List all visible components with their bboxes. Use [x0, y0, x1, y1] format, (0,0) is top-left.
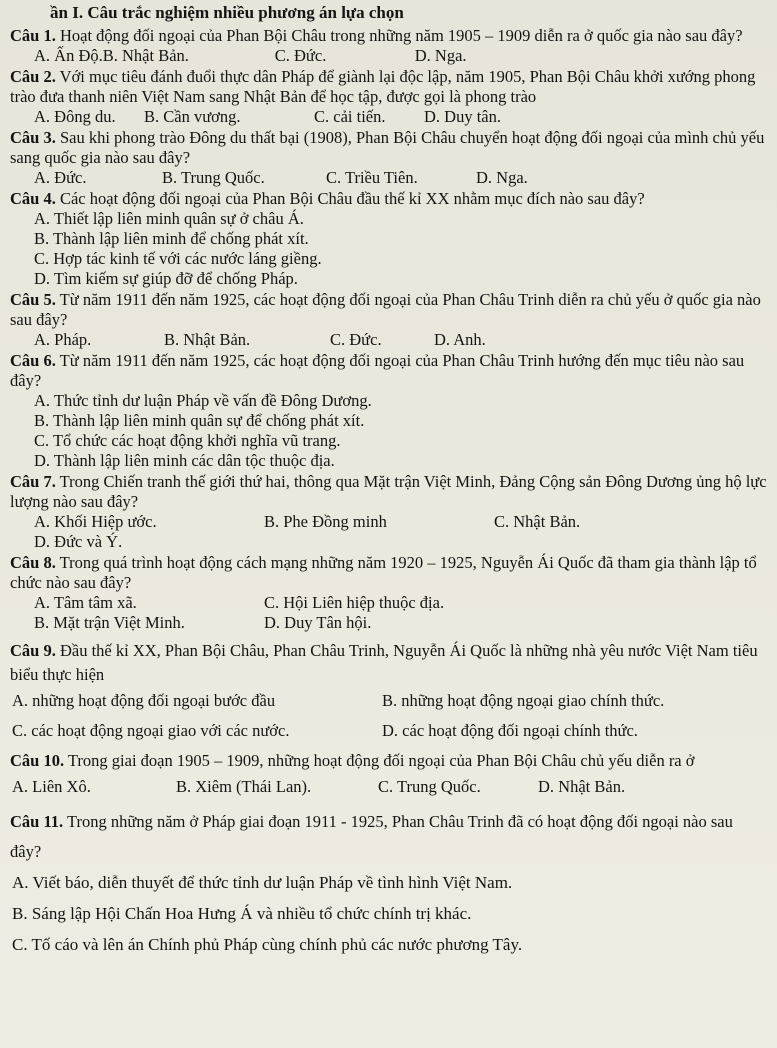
- question-text: Trong giai đoạn 1905 – 1909, những hoạt động đối ngoại của Phan Bội Châu chủ yếu diễn ra ở: [64, 751, 695, 770]
- question-11: [10, 807, 767, 960]
- question-number: Câu 6.: [10, 351, 56, 370]
- question-7: [10, 472, 767, 552]
- option-c: C. Trung Quốc.: [378, 777, 481, 796]
- question-stem: [10, 67, 767, 107]
- options-row: [10, 775, 767, 799]
- option-a: A. Liên Xô.: [12, 777, 91, 796]
- option-d: D. Nga.: [414, 46, 467, 65]
- question-text: Đầu thế kỉ XX, Phan Bội Châu, Phan Châu Trinh, Nguyễn Ái Quốc là những nhà yêu nước Việt Nam tiêu biểu thực hiện: [10, 641, 758, 684]
- options-list: [10, 391, 767, 471]
- options-list: [10, 209, 767, 289]
- question-stem: [10, 189, 767, 209]
- options-grid: [10, 593, 767, 633]
- question-number: Câu 5.: [10, 290, 56, 309]
- option-b: B. Mặt trận Việt Minh.: [34, 613, 185, 632]
- option-d: D. Nhật Bản.: [538, 777, 626, 796]
- option-b: B. Nhật Bản.: [102, 46, 189, 65]
- question-number: Câu 11.: [10, 812, 64, 831]
- options-row: [10, 168, 767, 188]
- options-grid: [10, 512, 767, 552]
- question-stem: [10, 351, 767, 391]
- option-a: A. Pháp.: [34, 330, 92, 349]
- option-a: A. Thiết lập liên minh quân sự ở châu Á.: [34, 209, 304, 228]
- options-row: [10, 330, 767, 350]
- options-row: [10, 46, 767, 66]
- option-b: B. Nhật Bản.: [164, 330, 251, 349]
- option-c: C. Hợp tác kinh tế với các nước láng giềng.: [34, 249, 322, 268]
- question-10: [10, 749, 767, 799]
- question-text: Trong Chiến tranh thế giới thứ hai, thông qua Mặt trận Việt Minh, Đảng Cộng sản Đông Dương ủng hộ lực lượng nào sau đây?: [10, 472, 767, 511]
- question-text: Từ năm 1911 đến năm 1925, các hoạt động đối ngoại của Phan Châu Trinh diễn ra chủ yếu ở quốc gia nào sau đây?: [10, 290, 761, 329]
- question-4: [10, 189, 767, 289]
- question-9: [10, 639, 767, 743]
- option-c: C. Hội Liên hiệp thuộc địa.: [264, 593, 445, 612]
- option-b: B. Thành lập liên minh quân sự để chống phát xít.: [34, 411, 365, 430]
- option-c: C. Đức.: [274, 46, 327, 65]
- question-number: Câu 7.: [10, 472, 56, 491]
- question-stem: [10, 290, 767, 330]
- option-b: B. Thành lập liên minh để chống phát xít.: [34, 229, 309, 248]
- option-a: A. Đông du.: [34, 107, 116, 126]
- option-c: C. Đức.: [330, 330, 382, 349]
- question-text: Sau khi phong trào Đông du thất bại (1908), Phan Bội Châu chuyển hoạt động đối ngoại của mình chủ yếu sang quốc gia nào sau đây?: [10, 128, 765, 167]
- question-number: Câu 8.: [10, 553, 56, 572]
- question-1: [10, 26, 767, 66]
- question-stem: [10, 807, 767, 867]
- question-8: [10, 553, 767, 633]
- option-a: A. Khối Hiệp ước.: [34, 512, 157, 531]
- option-a: A. Tâm tâm xã.: [34, 593, 137, 612]
- question-stem: [10, 749, 767, 773]
- question-text: Các hoạt động đối ngoại của Phan Bội Châu đầu thế kỉ XX nhằm mục đích nào sau đây?: [55, 189, 645, 208]
- option-d: D. Anh.: [434, 330, 486, 349]
- question-text: Trong quá trình hoạt động cách mạng những năm 1920 – 1925, Nguyễn Ái Quốc đã tham gia thành lập tổ chức nào sau đây?: [10, 553, 757, 592]
- question-text: Từ năm 1911 đến năm 1925, các hoạt động đối ngoại của Phan Châu Trinh hướng đến mục tiêu nào sau đây?: [10, 351, 745, 390]
- question-number: Câu 3.: [10, 128, 56, 147]
- question-number: Câu 2.: [10, 67, 56, 86]
- question-2: [10, 67, 767, 127]
- question-3: [10, 128, 767, 188]
- question-number: Câu 4.: [10, 189, 56, 208]
- option-b: B. Cần vương.: [144, 107, 241, 126]
- option-a: A. những hoạt động đối ngoại bước đầu: [12, 691, 276, 710]
- option-b: B. Sáng lập Hội Chấn Hoa Hưng Á và nhiều tổ chức chính trị khác.: [12, 904, 472, 923]
- option-d: D. Nga.: [476, 168, 528, 187]
- option-d: D. Thành lập liên minh các dân tộc thuộc địa.: [34, 451, 335, 470]
- question-text: Với mục tiêu đánh đuổi thực dân Pháp để giành lại độc lập, năm 1905, Phan Bội Châu khởi xướng phong trào đưa thanh niên Việt Nam sang Nhật Bản để học tập, được gọi là phong trào: [10, 67, 756, 106]
- question-stem: [10, 26, 767, 46]
- option-c: C. cải tiến.: [314, 107, 386, 126]
- option-a: A. Ấn Độ.: [34, 46, 103, 65]
- option-b: B. Phe Đồng minh: [264, 512, 387, 531]
- lower-section: [10, 639, 767, 960]
- option-d: D. Duy Tân hội.: [264, 613, 372, 632]
- option-c: C. Nhật Bản.: [494, 512, 581, 531]
- option-b: B. Trung Quốc.: [162, 168, 265, 187]
- question-stem: [10, 128, 767, 168]
- question-stem: [10, 639, 767, 687]
- question-number: Câu 1.: [10, 26, 56, 45]
- options-grid: [10, 689, 767, 713]
- section-title: ần I. Câu trắc nghiệm nhiều phương án lựa chọn: [50, 3, 404, 22]
- option-c: C. Triều Tiên.: [326, 168, 418, 187]
- question-text: Hoạt động đối ngoại của Phan Bội Châu trong những năm 1905 – 1909 diễn ra ở quốc gia nào sau đây?: [55, 26, 743, 45]
- options-row: [10, 107, 767, 127]
- question-text: Trong những năm ở Pháp giai đoạn 1911 - 1925, Phan Châu Trinh đã có hoạt động đối ngoại nào sau đây?: [10, 812, 733, 861]
- options-list: [10, 867, 767, 960]
- question-5: [10, 290, 767, 350]
- option-d: D. Tìm kiếm sự giúp đỡ để chống Pháp.: [34, 269, 298, 288]
- question-6: [10, 351, 767, 471]
- question-number: Câu 9.: [10, 641, 56, 660]
- question-number: Câu 10.: [10, 751, 65, 770]
- question-stem: [10, 472, 767, 512]
- question-stem: [10, 553, 767, 593]
- option-d: D. Đức và Ý.: [34, 532, 123, 551]
- option-c: C. Tổ chức các hoạt động khởi nghĩa vũ trang.: [34, 431, 341, 450]
- option-d: D. Duy tân.: [424, 107, 501, 126]
- option-c: C. Tố cáo và lên án Chính phủ Pháp cùng chính phủ các nước phương Tây.: [12, 935, 523, 954]
- option-a: A. Viết báo, diễn thuyết để thức tỉnh dư luận Pháp về tình hình Việt Nam.: [12, 873, 513, 892]
- option-a: A. Thức tỉnh dư luận Pháp về vấn đề Đông Dương.: [34, 391, 372, 410]
- option-c: C. các hoạt động ngoại giao với các nước.: [12, 721, 290, 740]
- option-a: A. Đức.: [34, 168, 87, 187]
- option-d: D. các hoạt động đối ngoại chính thức.: [382, 721, 638, 740]
- option-b: B. Xiêm (Thái Lan).: [176, 777, 312, 796]
- options-grid: [10, 719, 767, 743]
- option-b: B. những hoạt động ngoại giao chính thức.: [382, 691, 665, 710]
